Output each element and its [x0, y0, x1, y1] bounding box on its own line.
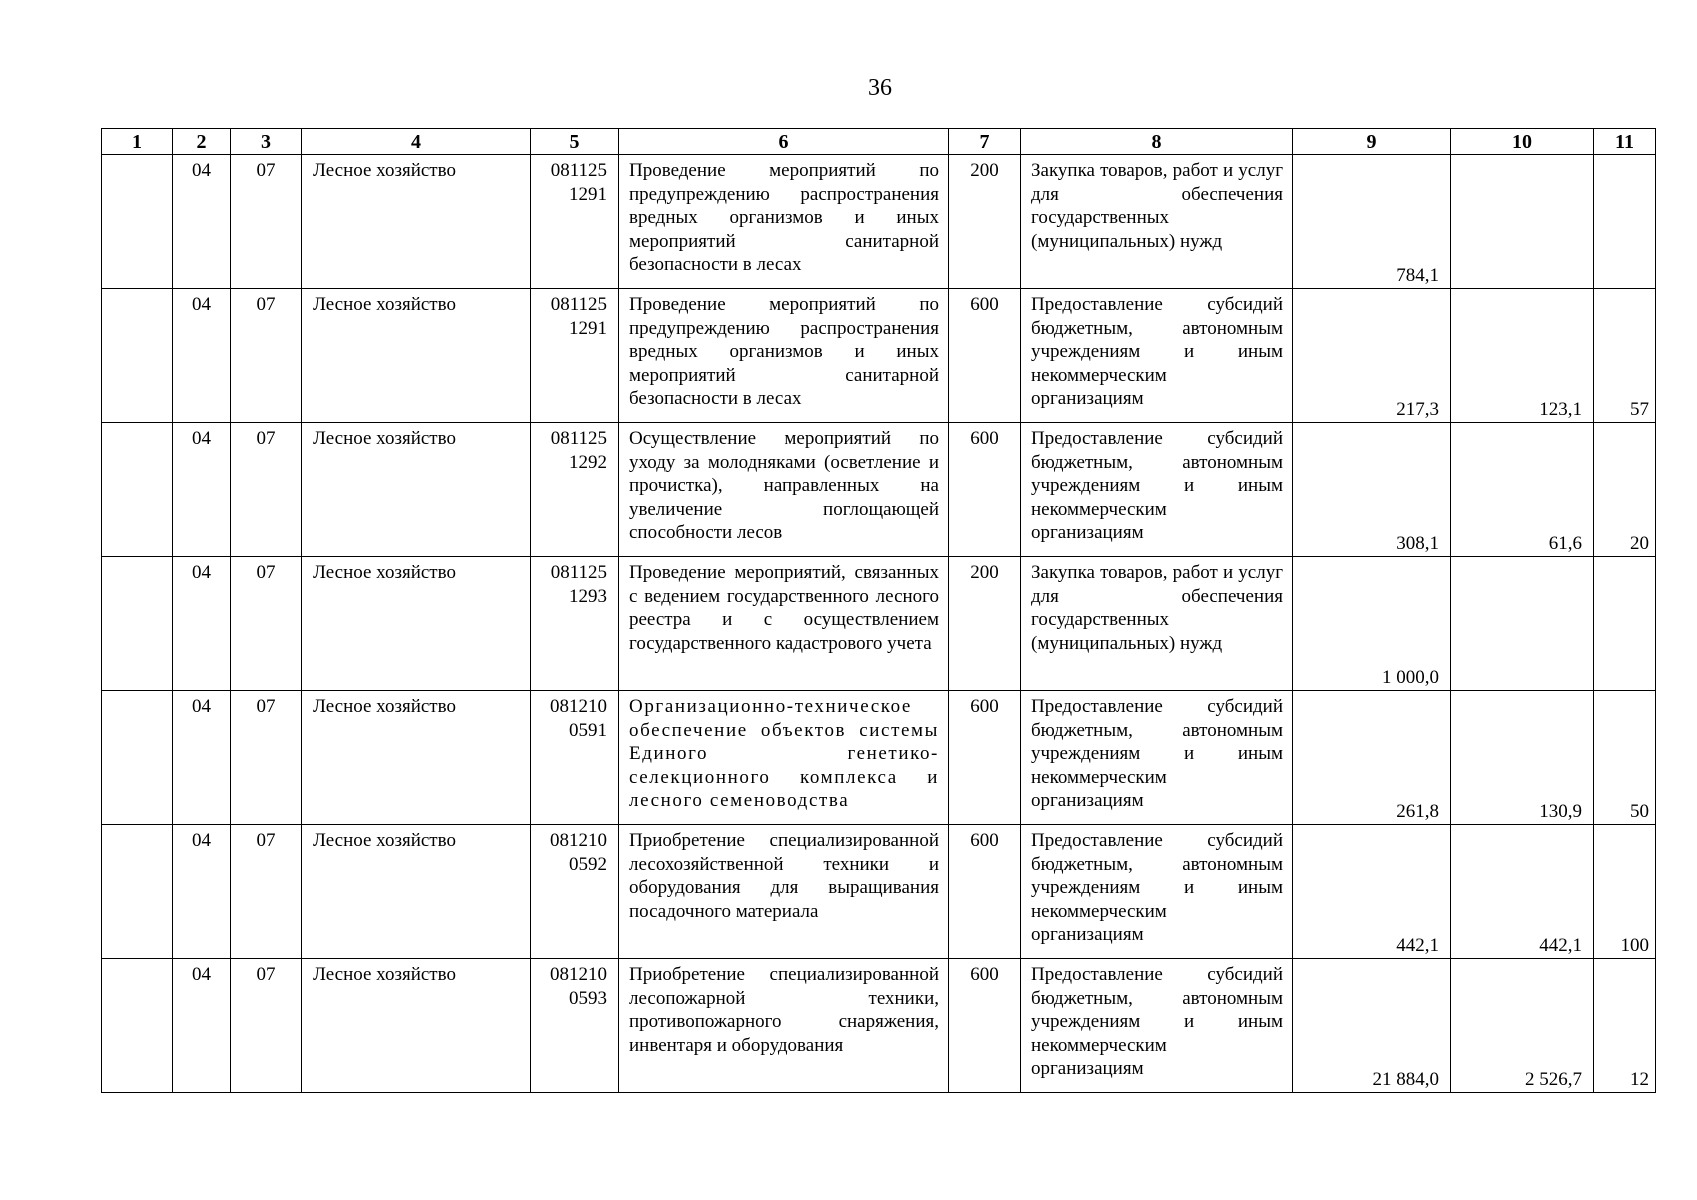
- table-row: [102, 155, 1656, 289]
- table-row: [102, 691, 1656, 825]
- cell-subsection: 07: [231, 825, 302, 959]
- cell-subsection: 07: [231, 691, 302, 825]
- column-header: 4: [302, 129, 531, 155]
- cell-amount-2: [1451, 155, 1594, 289]
- cell-target-code: [531, 691, 619, 825]
- cell-amount-2: 61,6: [1451, 423, 1594, 557]
- cell-name: Лесное хозяйство: [302, 959, 531, 1093]
- cell-amount-2: 123,1: [1451, 289, 1594, 423]
- cell-expense-type: 200: [949, 155, 1021, 289]
- cell-col1: [102, 557, 173, 691]
- cell-percent: 100: [1594, 825, 1656, 959]
- header-row: [102, 129, 1656, 155]
- cell-percent: 50: [1594, 691, 1656, 825]
- cell-amount: 261,8: [1293, 691, 1451, 825]
- cell-col1: [102, 825, 173, 959]
- target-code-part1: 081125: [550, 160, 607, 181]
- cell-section: 04: [173, 959, 231, 1093]
- cell-section: 04: [173, 825, 231, 959]
- cell-expense-name: Предоставление субсидий бюджетным, автономным учреждениям и иным некоммерческим организациям: [1021, 691, 1293, 825]
- cell-expense-name: Закупка товаров, работ и услуг для обеспечения государственных (муниципальных) нужд: [1021, 557, 1293, 691]
- cell-amount: 21 884,0: [1293, 959, 1451, 1093]
- cell-subsection: 07: [231, 289, 302, 423]
- target-code-part2: 0591: [569, 719, 607, 741]
- cell-percent: 57: [1594, 289, 1656, 423]
- cell-name: Лесное хозяйство: [302, 423, 531, 557]
- cell-section: 04: [173, 423, 231, 557]
- cell-col1: [102, 691, 173, 825]
- column-header: 1: [102, 129, 173, 155]
- target-code-part1: 081125: [550, 428, 607, 449]
- cell-description: Проведение мероприятий по предупреждению распространения вредных организмов и иных мероприятий санитарной безопасности в лесах: [619, 155, 949, 289]
- cell-section: 04: [173, 557, 231, 691]
- cell-percent: 12: [1594, 959, 1656, 1093]
- target-code-part2: 1292: [569, 451, 607, 473]
- cell-amount: 442,1: [1293, 825, 1451, 959]
- cell-name: Лесное хозяйство: [302, 155, 531, 289]
- table-row: [102, 959, 1656, 1093]
- column-header: 9: [1293, 129, 1451, 155]
- cell-expense-type: 200: [949, 557, 1021, 691]
- target-code-part1: 081210: [550, 830, 607, 851]
- cell-description: Проведение мероприятий по предупреждению распространения вредных организмов и иных мероприятий санитарной безопасности в лесах: [619, 289, 949, 423]
- column-header: 10: [1451, 129, 1594, 155]
- cell-subsection: 07: [231, 557, 302, 691]
- cell-name: Лесное хозяйство: [302, 825, 531, 959]
- cell-target-code: [531, 423, 619, 557]
- target-code-part2: 1291: [569, 317, 607, 339]
- column-header: 3: [231, 129, 302, 155]
- cell-description: Проведение мероприятий, связанных с ведением государственного лесного реестра и с осуществлением государственного кадастрового учета: [619, 557, 949, 691]
- target-code-part1: 081125: [550, 294, 607, 315]
- cell-target-code: [531, 155, 619, 289]
- target-code-part2: 0593: [569, 987, 607, 1009]
- cell-expense-type: 600: [949, 691, 1021, 825]
- cell-name: Лесное хозяйство: [302, 289, 531, 423]
- column-header: 5: [531, 129, 619, 155]
- target-code-part1: 081210: [550, 964, 607, 985]
- cell-amount: 1 000,0: [1293, 557, 1451, 691]
- cell-col1: [102, 423, 173, 557]
- cell-target-code: [531, 959, 619, 1093]
- cell-section: 04: [173, 691, 231, 825]
- cell-amount-2: [1451, 557, 1594, 691]
- column-header: 6: [619, 129, 949, 155]
- budget-table: [101, 128, 1656, 1093]
- table-row: [102, 557, 1656, 691]
- cell-amount-2: 2 526,7: [1451, 959, 1594, 1093]
- cell-target-code: [531, 289, 619, 423]
- table-row: [102, 825, 1656, 959]
- cell-description: Приобретение специализированной лесохозяйственной техники и оборудования для выращивания посадочного материала: [619, 825, 949, 959]
- target-code-part1: 081125: [550, 562, 607, 583]
- table-row: [102, 423, 1656, 557]
- cell-expense-name: Предоставление субсидий бюджетным, автономным учреждениям и иным некоммерческим организациям: [1021, 289, 1293, 423]
- cell-expense-name: Закупка товаров, работ и услуг для обеспечения государственных (муниципальных) нужд: [1021, 155, 1293, 289]
- cell-name: Лесное хозяйство: [302, 691, 531, 825]
- cell-section: 04: [173, 289, 231, 423]
- cell-expense-type: 600: [949, 423, 1021, 557]
- cell-subsection: 07: [231, 423, 302, 557]
- cell-description: Приобретение специализированной лесопожарной техники, противопожарного снаряжения, инвентаря и оборудования: [619, 959, 949, 1093]
- cell-col1: [102, 289, 173, 423]
- table-row: [102, 289, 1656, 423]
- cell-description: Осуществление мероприятий по уходу за молодняками (осветление и прочистка), направленных на увеличение поглощающей способности лесов: [619, 423, 949, 557]
- cell-section: 04: [173, 155, 231, 289]
- column-header: 7: [949, 129, 1021, 155]
- column-header: 2: [173, 129, 231, 155]
- target-code-part2: 1291: [569, 183, 607, 205]
- target-code-part1: 081210: [550, 696, 607, 717]
- cell-description: [619, 691, 949, 825]
- cell-target-code: [531, 825, 619, 959]
- target-code-part2: 0592: [569, 853, 607, 875]
- cell-percent: 20: [1594, 423, 1656, 557]
- cell-amount-2: 130,9: [1451, 691, 1594, 825]
- cell-expense-type: 600: [949, 959, 1021, 1093]
- cell-expense-name: Предоставление субсидий бюджетным, автономным учреждениям и иным некоммерческим организациям: [1021, 959, 1293, 1093]
- cell-subsection: 07: [231, 959, 302, 1093]
- cell-expense-name: Предоставление субсидий бюджетным, автономным учреждениям и иным некоммерческим организациям: [1021, 825, 1293, 959]
- cell-percent: [1594, 557, 1656, 691]
- cell-amount: 217,3: [1293, 289, 1451, 423]
- cell-amount: 308,1: [1293, 423, 1451, 557]
- cell-col1: [102, 155, 173, 289]
- cell-expense-type: 600: [949, 825, 1021, 959]
- cell-percent: [1594, 155, 1656, 289]
- cell-expense-type: 600: [949, 289, 1021, 423]
- cell-subsection: 07: [231, 155, 302, 289]
- cell-name: Лесное хозяйство: [302, 557, 531, 691]
- column-header: 11: [1594, 129, 1656, 155]
- description-text: Организационно-техническое обеспечение объектов системы Единого генетико-селекционного комплекса и лесного семеноводства: [629, 696, 939, 811]
- page-number: 36: [868, 75, 892, 101]
- column-header: 8: [1021, 129, 1293, 155]
- target-code-part2: 1293: [569, 585, 607, 607]
- cell-expense-name: Предоставление субсидий бюджетным, автономным учреждениям и иным некоммерческим организациям: [1021, 423, 1293, 557]
- cell-target-code: [531, 557, 619, 691]
- cell-col1: [102, 959, 173, 1093]
- cell-amount: 784,1: [1293, 155, 1451, 289]
- cell-amount-2: 442,1: [1451, 825, 1594, 959]
